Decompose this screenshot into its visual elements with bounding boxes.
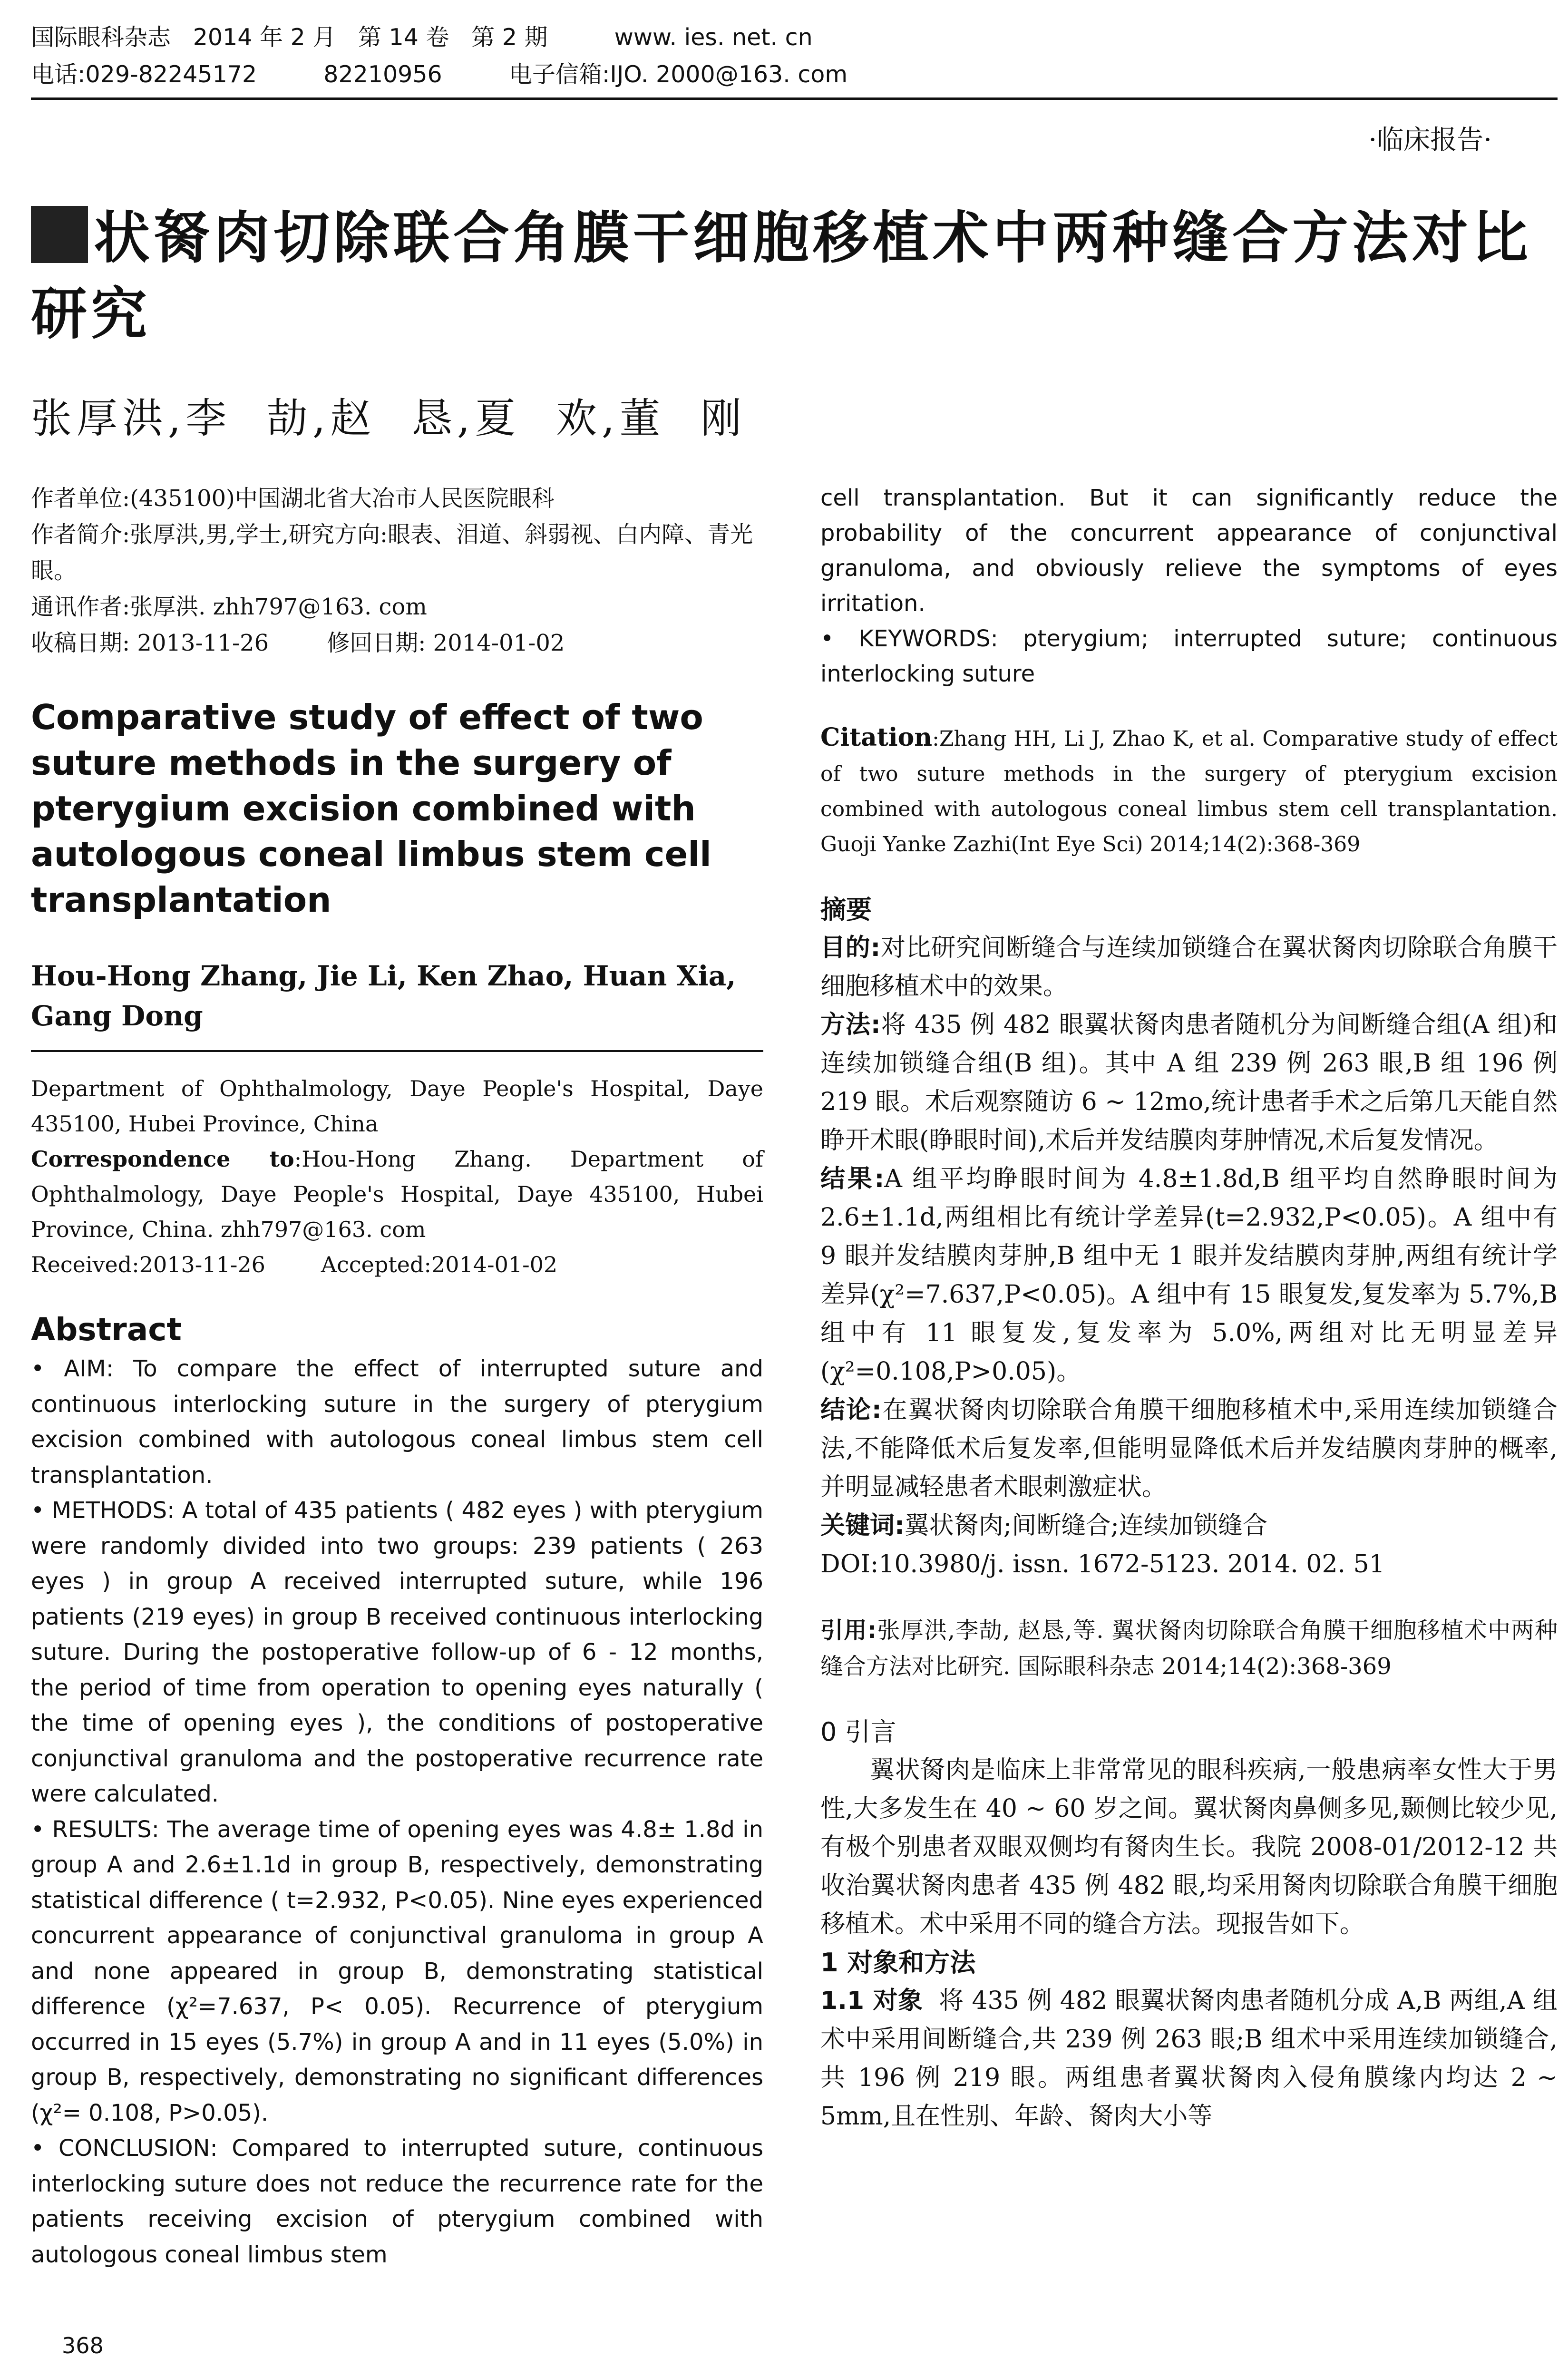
correspondence-text: :Hou-Hong Zhang. Department of Ophthalmology, Daye People's Hospital, Daye 435100, Hubei Province, China. zhh797@163. com [31,1146,763,1242]
author-bio-cn: 作者简介:张厚洪,男,学士,研究方向:眼表、泪道、斜弱视、白内障、青光眼。 [31,521,753,584]
page-number: 368 [62,2333,104,2358]
drop-cap-block [31,206,88,263]
spacer [820,1584,1558,1612]
abstract-cn-keywords [820,1507,1558,1545]
method-text: 将 435 例 482 眼翼状胬肉患者随机分为间断缝合组(A 组)和连续加锁缝合组(B 组)。其中 A 组 239 例 263 眼,B 组 196 例 219 眼。术后观察随访 6 ~ 12mo,统计患者手术之后第几天能自然睁开术眼(睁眼时间),术后并发结膜肉芽肿情况,术后复发情况。 [820,1011,1558,1155]
abstract-cn-body [820,929,1558,1584]
correspondence-en [31,1141,763,1247]
citation-cn-label: 引用: [820,1617,877,1644]
abstract-methods: • METHODS: A total of 435 patients ( 482 eyes ) with pterygium were randomly divided into two groups: 239 patients ( 263 eyes ) in group A received interrupted suture, while 196 patients (219 eyes) in group B received continuous interlocking suture. During the postoperative follow-up of 6 - 12 months, the period of time from operation to opening eyes naturally ( the time of opening eyes ), the conditions of postoperative conjunctival granuloma and the postoperative recurrence rate were calculated. [31,1497,763,1807]
intro-body [820,1751,1558,1944]
citation-text: :Zhang HH, Li J, Zhao K, et al. Comparative study of effect of two suture methods in the surgery of pterygium excision combined with autologous coneal limbus stem cell transplantation. Guoji Yanke Zazhi(Int Eye Sci) 2014;14(2):368-369 [820,727,1558,857]
section-label: ·临床报告· [1368,125,1492,156]
header-line-1: 国际眼科杂志 2014 年 2 月 第 14 卷 第 2 期 www. ies. net. cn [31,24,813,51]
citation-en [820,720,1558,862]
citation-cn [820,1612,1558,1685]
conclusion-label: 结论: [820,1396,882,1424]
abstract-results: • RESULTS: The average time of opening eyes was 4.8± 1.8d in group A and 2.6±1.1d in group B, respectively, demonstrating statistical difference ( t=2.932, P<0.05). Nine eyes experienced concurrent appearance of conjunctival granuloma in group A and none appeared in group B, demonstrating statistical difference (χ²=7.637, P< 0.05). Recurrence of pterygium occurred in 15 eyes (5.7%) in group A and in 11 eyes (5.0%) in group B, respectively, demonstrating no significant differences (χ²= 0.108, P>0.05). [31,1816,763,2126]
abstract-cn-method [820,1006,1558,1160]
left-column [31,480,763,2272]
method-label: 方法: [820,1011,881,1039]
correspondence-label: Correspondence to [31,1146,294,1172]
intro-text: 翼状胬肉是临床上非常常见的眼科疾病,一般患病率女性大于男性,大多发生在 40 ~ 60 岁之间。翼状胬肉鼻侧多见,颞侧比较少见,有极个别患者双眼双侧均有胬肉生长。我院 2008-01/2012-12 共收治翼状胬肉患者 435 例 482 眼,均采用胬肉切除联合角膜干细胞移植术。术中采用不同的缝合方法。现报告如下。 [820,1756,1558,1939]
citation-cn-text: 张厚洪,李劼, 赵恳,等. 翼状胬肉切除联合角膜干细胞移植术中两种缝合方法对比研究. 国际眼科杂志 2014;14(2):368-369 [820,1617,1558,1680]
right-column [820,480,1558,2136]
abstract-conclusion: • CONCLUSION: Compared to interrupted suture, continuous interlocking suture does not reduce the recurrence rate for the patients receiving excision of pterygium combined with autologous coneal limbus stem [31,2135,763,2268]
abstract-keywords: • KEYWORDS: pterygium; interrupted suture; continuous interlocking suture [820,625,1558,687]
methods-subheading: 1.1 对象 [820,1987,923,2015]
abstract-body [31,1351,763,2272]
methods-text: 将 435 例 482 眼翼状胬肉患者随机分成 A,B 两组,A 组术中采用间断缝合,共 239 例 263 眼;B 组术中采用连续加锁缝合,共 196 例 219 眼。两组患者翼状胬肉入侵角膜缘内均达 2 ~ 5mm,且在性别、年龄、胬肉大小等 [820,1987,1558,2131]
abstract-cn-conclusion [820,1391,1558,1507]
affiliation-en [31,1071,763,1282]
corresponding-author-cn: 通讯作者:张厚洪. zhh797@163. com [31,594,427,620]
goal-text: 对比研究间断缝合与连续加锁缝合在翼状胬肉切除联合角膜干细胞移植术中的效果。 [820,934,1558,1001]
result-text: A 组平均睁眼时间为 4.8±1.8d,B 组平均自然睁眼时间为 2.6±1.1d,两组相比有统计学差异(t=2.932,P<0.05)。A 组中有 9 眼并发结膜肉芽肿,B 组中无 1 眼并发结膜肉芽肿,两组有统计学差异(χ²=7.637,P<0.05)。A 组中有 15 眼复发,复发率为 5.7%,B 组中有 11 眼复发,复发率为 5.0%,两组对比无明显差异(χ²=0.108,P>0.05)。 [820,1165,1558,1386]
received-accepted-en: Received:2013-11-26 Accepted:2014-01-02 [31,1252,558,1277]
abstract-heading: Abstract [31,1311,182,1348]
header-line-2: 电话:029-82245172 82210956 电子信箱:IJO. 2000@163. com [31,61,848,88]
methods-heading: 1 对象和方法 [820,1948,976,1978]
intro-heading: 0 引言 [820,1717,896,1747]
abstract-cn-heading: 摘要 [820,895,872,925]
journal-header [31,19,1558,93]
result-label: 结果: [820,1165,885,1193]
methods-body [820,1982,1558,2136]
author-rule [31,1050,763,1052]
doi: DOI:10.3980/j. issn. 1672-5123. 2014. 02. 51 [820,1550,1385,1578]
article-title [31,200,1543,352]
abstract-continued [820,480,1558,692]
department-en: Department of Ophthalmology, Daye People's Hospital, Daye 435100, Hubei Province, China [31,1076,763,1137]
authors-cn: 张厚洪,李 劼,赵 恳,夏 欢,董 刚 [31,395,747,442]
authors-en: Hou-Hong Zhang, Jie Li, Ken Zhao, Huan Xia, Gang Dong [31,960,736,1032]
keywords-text: 翼状胬肉;间断缝合;连续加锁缝合 [904,1511,1267,1540]
dates-cn: 收稿日期: 2013-11-26 修回日期: 2014-01-02 [31,630,565,656]
keywords-label: 关键词: [820,1511,905,1540]
abstract-cn-goal [820,929,1558,1006]
citation-label: Citation [820,723,933,752]
conclusion-text: 在翼状胬肉切除联合角膜干细胞移植术中,采用连续加锁缝合法,不能降低术后复发率,但能明显降低术后并发结膜肉芽肿的概率,并明显减轻患者术眼刺激症状。 [820,1396,1558,1501]
abstract-cn-result [820,1160,1558,1391]
author-info-cn [31,480,763,661]
title-en: Comparative study of effect of two suture methods in the surgery of pterygium excision combined with autologous coneal limbus stem cell transplantation [31,697,711,920]
author-affiliation-cn: 作者单位:(435100)中国湖北省大冶市人民医院眼科 [31,485,555,512]
spacer [820,862,1558,891]
abstract-aim: • AIM: To compare the effect of interrupted suture and continuous interlocking suture in the surgery of pterygium excision combined with autologous coneal limbus stem cell transplantation. [31,1355,763,1489]
goal-label: 目的: [820,934,881,962]
abstract-conclusion-continued: cell transplantation. But it can significantly reduce the probability of the concurrent appearance of conjunctival granuloma, and obviously relieve the symptoms of eyes irritation. [820,485,1558,617]
article-title-text: 状胬肉切除联合角膜干细胞移植术中两种缝合方法对比研究 [31,205,1532,347]
spacer [820,1685,1558,1713]
header-rule [31,97,1558,100]
